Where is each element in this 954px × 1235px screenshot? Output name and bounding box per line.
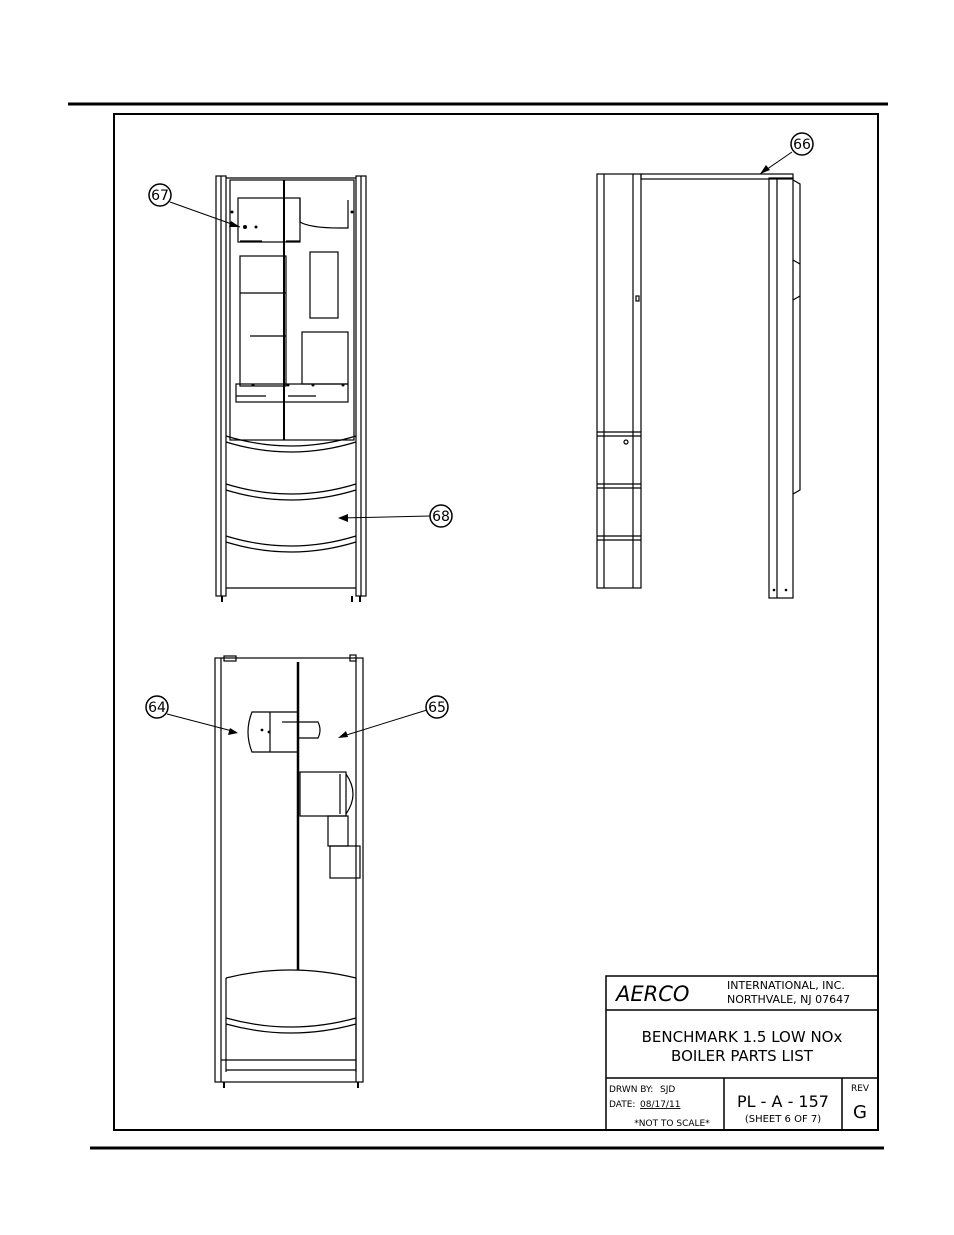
callout-68-label: 68 [432, 509, 450, 525]
front-view [216, 176, 366, 602]
scale-note: *NOT TO SCALE* [634, 1119, 710, 1129]
drawn-by-label: DRWN BY: [609, 1085, 654, 1095]
drawing-number: PL - A - 157 [737, 1092, 829, 1111]
callout-67-label: 67 [151, 188, 169, 204]
date-label: DATE: [609, 1100, 636, 1110]
rev-value: G [853, 1102, 867, 1123]
date-value: 08/17/11 [640, 1100, 681, 1110]
company-logo: AERCO [616, 982, 690, 1006]
company-line2: NORTHVALE, NJ 07647 [727, 993, 851, 1006]
callout-68 [338, 505, 452, 527]
callout-64-label: 64 [148, 700, 166, 716]
callout-65-label: 65 [428, 700, 446, 716]
drawn-by-value: SJD [660, 1085, 676, 1095]
company-line1: INTERNATIONAL, INC. [727, 979, 845, 992]
callout-64 [146, 696, 238, 735]
drawing-title-line1: BENCHMARK 1.5 LOW NOx [641, 1028, 843, 1046]
title-block [606, 976, 878, 1130]
sheet-number: (SHEET 6 OF 7) [744, 1114, 822, 1125]
callout-66 [760, 133, 813, 174]
callout-65 [338, 696, 448, 738]
side-view [597, 174, 800, 598]
rev-label: REV [850, 1084, 870, 1094]
drawing-title-line2: BOILER PARTS LIST [671, 1047, 813, 1065]
callout-66-label: 66 [793, 137, 811, 153]
top-view [215, 655, 363, 1088]
